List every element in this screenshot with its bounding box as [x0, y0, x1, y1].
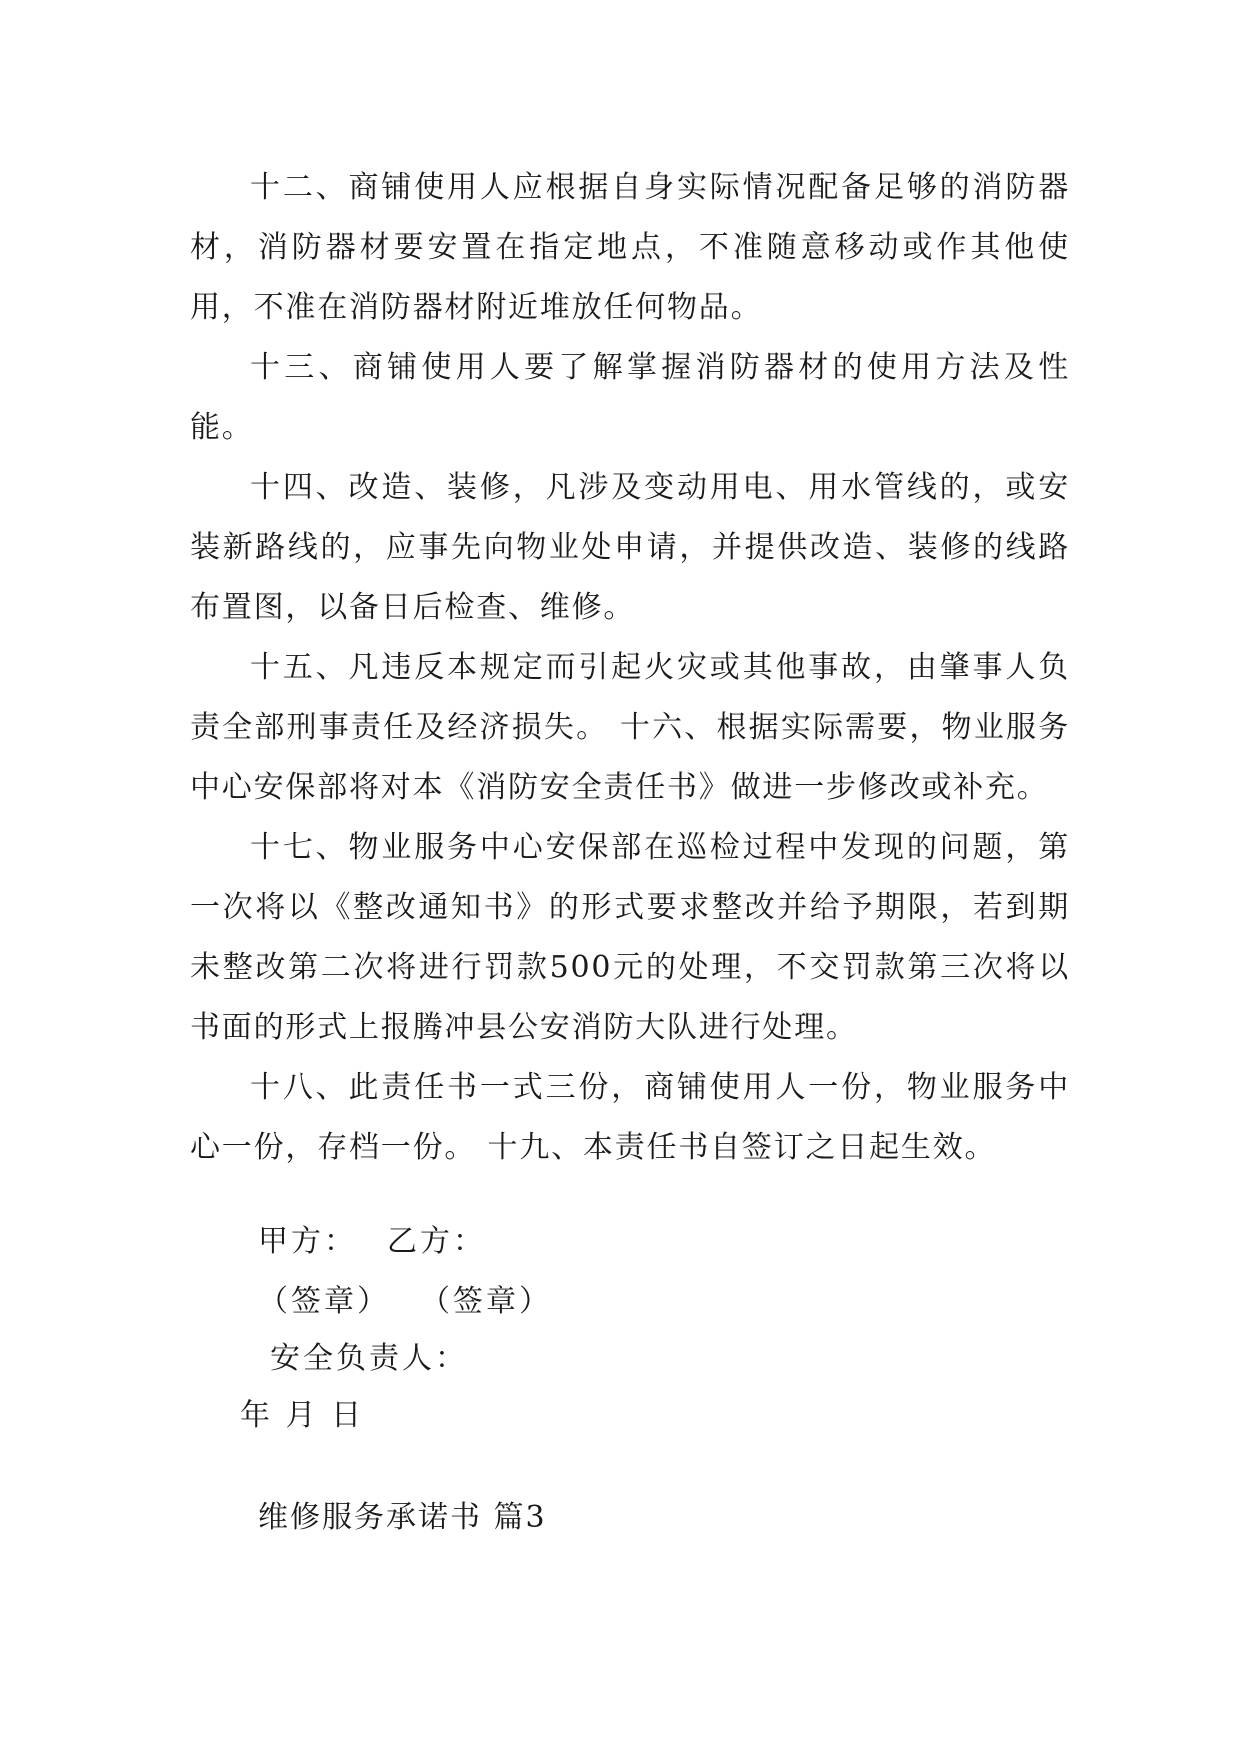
signature-date: 年 月 日 [240, 1398, 365, 1433]
seal-b-label: （签章） [420, 1284, 552, 1319]
paragraph-13: 十三、商铺使用人要了解掌握消防器材的使用方法及性能。 [190, 350, 1070, 445]
paragraph-12: 十二、商铺使用人应根据自身实际情况配备足够的消防器材，消防器材要安置在指定地点，不准随意移动或作其他使用，不准在消防器材附近堆放任何物品。 [190, 170, 1070, 325]
signature-parties [258, 1222, 486, 1262]
document-body [190, 158, 1070, 1178]
seal-a-label: （签章） [258, 1284, 390, 1319]
party-a-label: 甲方： [258, 1224, 357, 1259]
next-section-title: 维修服务承诺书 篇3 [258, 1500, 547, 1535]
party-b-label: 乙方： [387, 1224, 486, 1259]
paragraph-14: 十四、改造、装修，凡涉及变动用电、用水管线的，或安装新路线的，应事先向物业处申请，并提供改造、装修的线路布置图，以备日后检查、维修。 [190, 470, 1070, 625]
paragraph-17: 十七、物业服务中心安保部在巡检过程中发现的问题，第一次将以《整改通知书》的形式要求整改并给予期限，若到期未整改第二次将进行罚款500元的处理，不交罚款第三次将以书面的形式上报腾冲县公安消防大队进行处理。 [190, 830, 1070, 1045]
paragraph-18-19: 十八、此责任书一式三份，商铺使用人一份，物业服务中心一份，存档一份。 十九、本责任书自签订之日起生效。 [190, 1070, 1070, 1165]
paragraph-15-16: 十五、凡违反本规定而引起火灾或其他事故，由肇事人负责全部刑事责任及经济损失。 十六、根据实际需要，物业服务中心安保部将对本《消防安全责任书》做进一步修改或补充。 [190, 650, 1070, 805]
safety-officer-label: 安全负责人： [270, 1341, 468, 1376]
signature-seals [258, 1282, 552, 1322]
